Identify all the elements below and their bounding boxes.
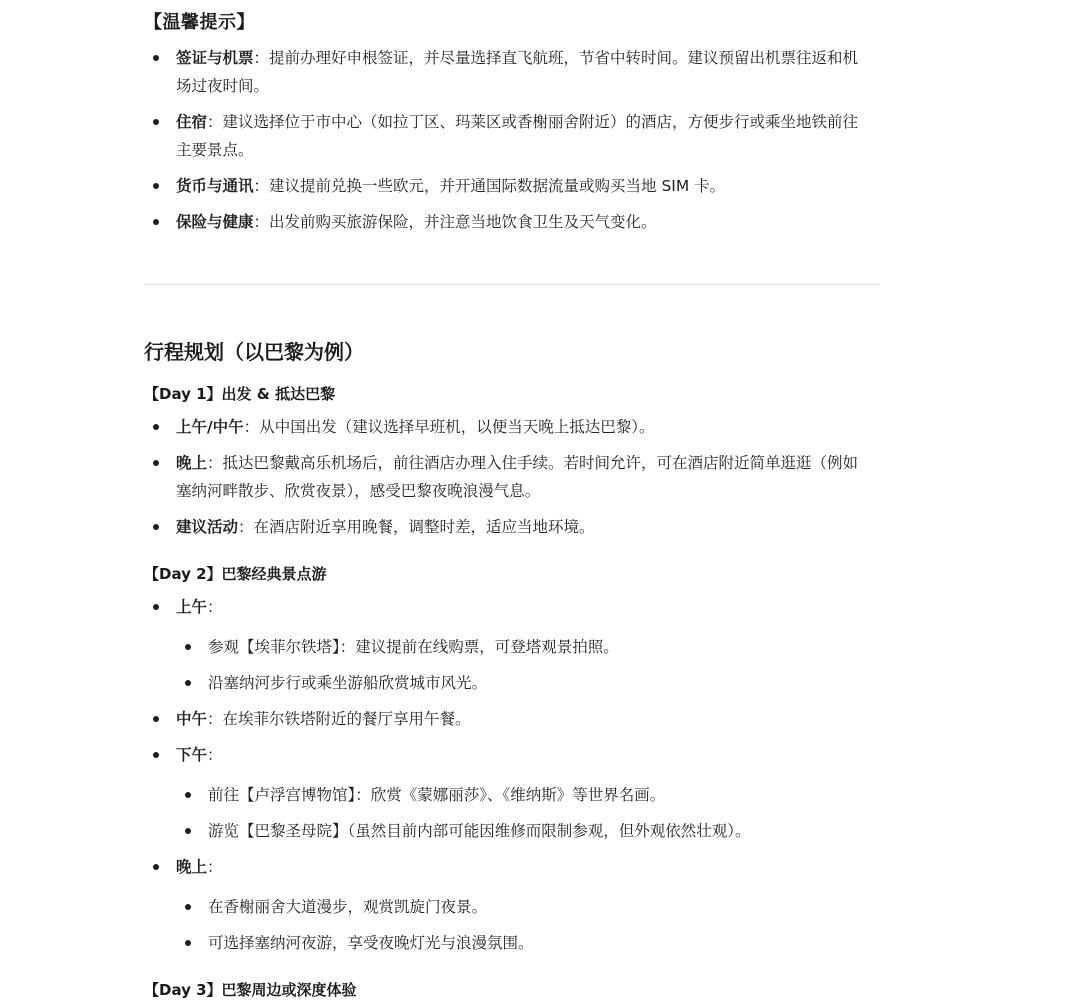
item-term: 住宿 xyxy=(176,113,208,131)
item-sep: ： xyxy=(253,177,270,195)
list-item xyxy=(176,513,595,541)
item-sep: ： xyxy=(207,858,223,876)
bullet-icon xyxy=(153,55,159,61)
day2-heading: 【Day 2】巴黎经典景点游 xyxy=(144,565,327,583)
sub-bullet-icon xyxy=(185,940,191,946)
item-term: 上午/中午 xyxy=(176,418,244,436)
tips-heading: 【温馨提示】 xyxy=(144,12,255,33)
item-text: 抵达巴黎戴高乐机场后，前往酒店办理入住手续。若时间允许，可在酒店附近简单逛逛（例如 xyxy=(222,454,859,472)
item-term: 晚上 xyxy=(176,858,208,876)
item-term: 中午 xyxy=(176,710,208,728)
bullet-icon xyxy=(153,524,159,530)
item-text-cont: 场过夜时间。 xyxy=(176,77,270,95)
item-term: 下午 xyxy=(176,746,208,764)
day1-heading: 【Day 1】出发 & 抵达巴黎 xyxy=(144,385,336,403)
item-term: 上午 xyxy=(176,598,208,616)
itinerary-heading: 行程规划（以巴黎为例） xyxy=(144,340,364,364)
section-divider xyxy=(144,284,880,285)
list-item xyxy=(176,413,654,441)
list-item xyxy=(176,208,657,236)
item-text: 建议提前兑换一些欧元，并开通国际数据流量或购买当地 SIM 卡。 xyxy=(269,177,726,195)
bullet-icon xyxy=(153,183,159,189)
item-sep: ： xyxy=(207,746,223,764)
list-item xyxy=(176,449,858,477)
item-sep: ： xyxy=(207,113,223,131)
list-item xyxy=(176,108,858,136)
item-text: 提前办理好申根签证，并尽量选择直飞航班，节省中转时间。建议预留出机票往返和机 xyxy=(269,49,859,67)
item-text: 在埃菲尔铁塔附近的餐厅享用午餐。 xyxy=(222,710,471,728)
list-item xyxy=(176,172,725,200)
bullet-icon xyxy=(153,716,159,722)
day3-heading: 【Day 3】巴黎周边或深度体验 xyxy=(144,981,357,999)
bullet-icon xyxy=(153,424,159,430)
sub-bullet-icon xyxy=(185,644,191,650)
list-item xyxy=(176,741,223,769)
sub-list-item: 可选择塞纳河夜游，享受夜晚灯光与浪漫氛围。 xyxy=(208,934,534,952)
item-text: 出发前购买旅游保险，并注意当地饮食卫生及天气变化。 xyxy=(269,213,657,231)
item-text: 建议选择位于市中心（如拉丁区、玛莱区或香榭丽舍附近）的酒店，方便步行或乘坐地铁前往 xyxy=(222,113,859,131)
item-term: 签证与机票 xyxy=(176,49,254,67)
item-term: 保险与健康 xyxy=(176,213,254,231)
sub-list-item: 在香榭丽舍大道漫步，观赏凯旋门夜景。 xyxy=(208,898,488,916)
item-sep: ： xyxy=(238,518,254,536)
sub-list-item: 游览【巴黎圣母院】（虽然目前内部可能因维修而限制参观，但外观依然壮观）。 xyxy=(208,822,751,840)
list-item xyxy=(176,44,858,72)
item-term: 晚上 xyxy=(176,454,208,472)
list-item xyxy=(176,593,223,621)
bullet-icon xyxy=(153,864,159,870)
bullet-icon xyxy=(153,219,159,225)
item-sep: ： xyxy=(253,213,270,231)
sub-bullet-icon xyxy=(185,904,191,910)
bullet-icon xyxy=(153,752,159,758)
list-item xyxy=(176,705,471,733)
item-term: 建议活动 xyxy=(176,518,239,536)
sub-list-item: 前往【卢浮宫博物馆】：欣赏《蒙娜丽莎》、《维纳斯》等世界名画。 xyxy=(208,786,666,804)
bullet-icon xyxy=(153,604,159,610)
sub-list-item: 参观【埃菲尔铁塔】：建议提前在线购票，可登塔观景拍照。 xyxy=(208,638,619,656)
sub-list-item: 沿塞纳河步行或乘坐游船欣赏城市风光。 xyxy=(208,674,488,692)
item-text-cont: 主要景点。 xyxy=(176,141,254,159)
item-term: 货币与通讯 xyxy=(176,177,254,195)
item-sep: ： xyxy=(207,598,223,616)
item-sep: ： xyxy=(207,710,223,728)
sub-bullet-icon xyxy=(185,680,191,686)
item-sep: ： xyxy=(243,418,260,436)
bullet-icon xyxy=(153,460,159,466)
sub-bullet-icon xyxy=(185,792,191,798)
item-sep: ： xyxy=(253,49,270,67)
item-text-cont: 塞纳河畔散步、欣赏夜景），感受巴黎夜晚浪漫气息。 xyxy=(176,482,541,500)
sub-bullet-icon xyxy=(185,828,191,834)
bullet-icon xyxy=(153,119,159,125)
item-text: 在酒店附近享用晚餐，调整时差，适应当地环境。 xyxy=(253,518,595,536)
list-item xyxy=(176,853,223,881)
item-text: 从中国出发（建议选择早班机，以便当天晚上抵达巴黎）。 xyxy=(259,418,655,436)
item-sep: ： xyxy=(207,454,223,472)
